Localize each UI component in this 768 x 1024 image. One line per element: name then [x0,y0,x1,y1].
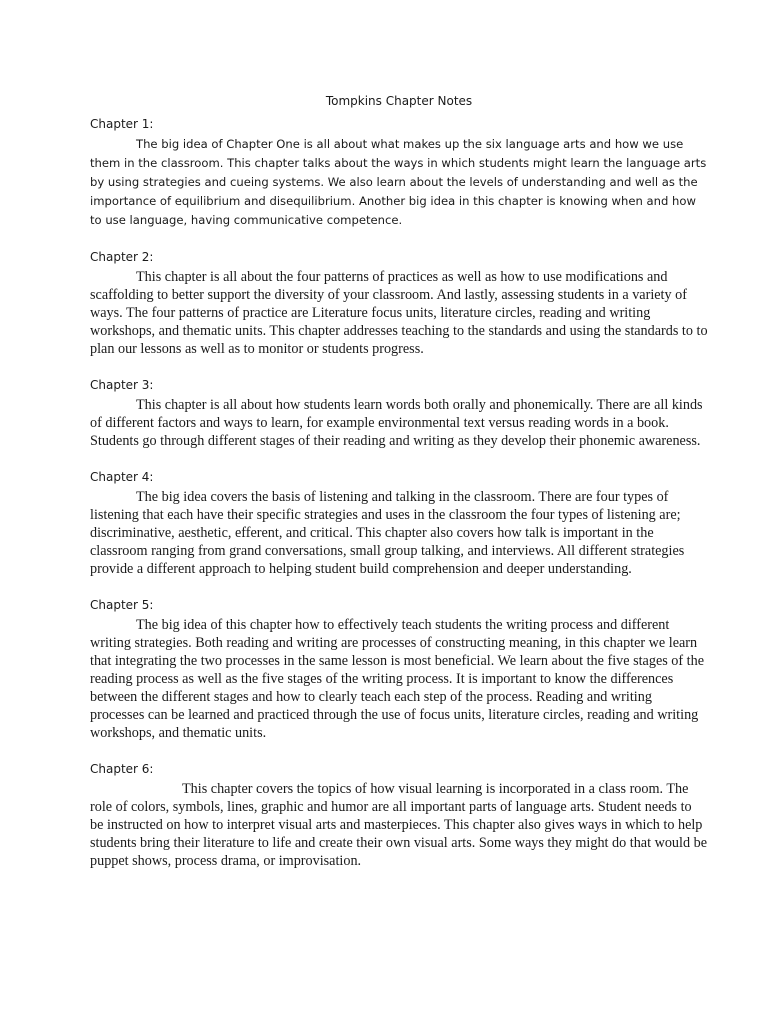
section-gap [90,578,708,596]
chapter-1-section [90,115,708,230]
chapter-6-body: This chapter covers the topics of how visual learning is incorporated in a class room. The role of colors, symbols, lines, graphic and humor are all important parts of language arts. Student needs to be instructed on how to interpret visual arts and masterpieces. This chapter also gives ways in which to help students bring their literature to life and create their own visual arts. Some ways they might do that would be puppet shows, process drama, or improvisation. [90,781,708,869]
chapter-3-heading: Chapter 3: [90,378,154,392]
chapter-6-section [90,760,708,870]
chapter-6-heading: Chapter 6: [90,762,154,776]
document-page [90,92,708,870]
chapter-4-body: The big idea covers the basis of listening and talking in the classroom. There are four types of listening that each have their specific strategies and uses in the classroom the four types of listening are; discriminative, aesthetic, efferent, and critical. This chapter also covers how talk is important in the classroom ranging from grand conversations, small group talking, and interviews. All different strategies provide a different approach to helping student build comprehension and deeper understanding. [90,489,685,577]
chapter-1-body: The big idea of Chapter One is all about what makes up the six language arts and how we use them in the classroom. This chapter talks about the ways in which students might learn the language arts by using strategies and cueing systems. We also learn about the levels of understanding and well as the importance of equilibrium and disequilibrium. Another big idea in this chapter is knowing when and how to use language, having communicative competence. [90,137,707,227]
chapter-5-body: The big idea of this chapter how to effectively teach students the writing process and different writing strategies. Both reading and writing are processes of constructing meaning, in this chapter we learn that integrating the two processes in the same lesson is most beneficial. We learn about the five stages of the reading process as well as the five stages of the writing process. It is important to know the differences between the different stages and how to clearly teach each step of the process. Reading and writing processes can be learned and practiced through the use of focus units, literature circles, reading and writing workshops, and thematic units. [90,617,705,741]
chapter-5-section [90,596,708,742]
section-gap [90,230,708,248]
chapter-2-body: This chapter is all about the four patterns of practices as well as how to use modifications and scaffolding to better support the diversity of your classroom. And lastly, assessing students in a variety of ways. The four patterns of practice are Literature focus units, literature circles, reading and writing workshops, and thematic units. This chapter addresses teaching to the standards and using the standards to to plan our lessons as well as to monitor or students progress. [90,269,708,357]
chapter-4-section [90,468,708,578]
section-gap [90,358,708,376]
chapter-3-section [90,376,708,450]
chapter-2-section [90,248,708,358]
chapter-1-heading: Chapter 1: [90,117,154,131]
chapter-4-heading: Chapter 4: [90,470,154,484]
section-gap [90,450,708,468]
chapter-5-heading: Chapter 5: [90,598,154,612]
chapter-2-heading: Chapter 2: [90,250,154,264]
chapter-3-body: This chapter is all about how students learn words both orally and phonemically. There are all kinds of different factors and ways to learn, for example environmental text versus reading words in a book. Students go through different stages of their reading and writing as they develop their phonemic awareness. [90,397,703,449]
section-gap [90,742,708,760]
document-title: Tompkins Chapter Notes [325,94,473,108]
